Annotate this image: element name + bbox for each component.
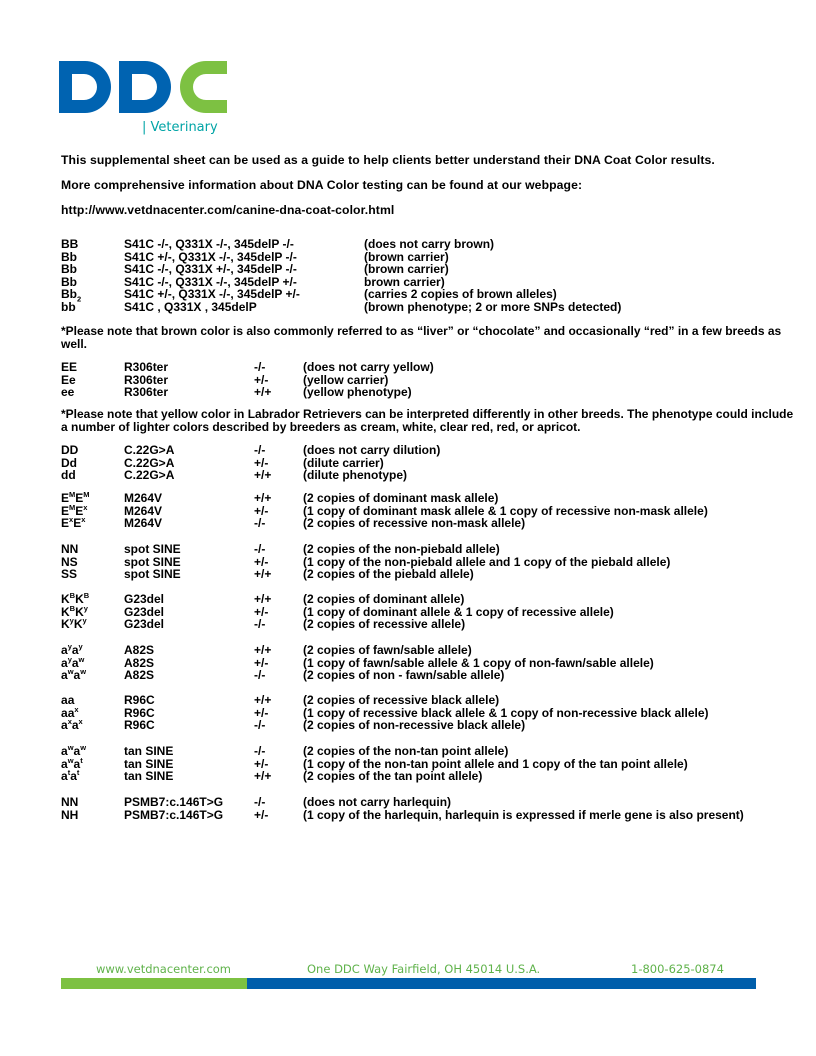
description: (carries 2 copies of brown alleles): [364, 287, 557, 302]
allele: E: [73, 516, 82, 531]
description: (2 copies of fawn/sable allele): [303, 643, 472, 657]
allele-superscript: w: [67, 667, 74, 677]
genotype: [61, 386, 124, 399]
allele: K: [75, 592, 84, 606]
description: (yellow phenotype): [303, 385, 412, 400]
genotype-text: Bb: [61, 249, 77, 264]
description: (1 copy of the non-tan point allele and 1 copy of the tan point allele): [303, 756, 688, 771]
tan-point-section: [61, 745, 801, 783]
result: +/-: [254, 807, 269, 822]
marker: S41C -/-, Q331X -/-, 345delP +/-: [124, 274, 297, 289]
genotype-text: Bb: [61, 287, 77, 302]
genotype: [61, 469, 124, 482]
table-row: [61, 469, 801, 482]
table-row: [61, 719, 801, 732]
mask-section: [61, 492, 801, 530]
description: (1 copy of the harlequin, harlequin is expressed if merle gene is also present): [303, 807, 744, 822]
table-row: [61, 263, 801, 276]
description: (1 copy of dominant allele & 1 copy of recessive allele): [303, 604, 614, 619]
allele: E: [75, 491, 84, 505]
description: (1 copy of the non-piebald allele and 1 copy of the piebald allele): [303, 554, 671, 569]
allele: a: [70, 769, 77, 784]
harlequin-section: [61, 796, 801, 821]
allele-superscript: B: [83, 591, 90, 600]
marker: S41C -/-, Q331X -/-, 345delP -/-: [124, 237, 294, 251]
genotype-text: Bb: [61, 274, 77, 289]
table-row: [61, 770, 801, 783]
result: -/-: [254, 744, 266, 758]
table-row: [61, 796, 801, 809]
marker: R96C: [124, 718, 155, 733]
genotype-text: NN: [61, 795, 79, 809]
table-row: [61, 568, 801, 581]
allele: K: [61, 592, 70, 606]
genotype-text: NN: [61, 542, 79, 556]
result: +/+: [254, 385, 272, 400]
allele-superscript: y: [78, 642, 83, 651]
allele-superscript: w: [80, 667, 87, 677]
marker: R306ter: [124, 385, 169, 400]
footer-address: One DDC Way Fairfield, OH 45014 U.S.A.: [307, 962, 541, 976]
allele-superscript: x: [83, 502, 88, 512]
footer-phone: 1-800-625-0874: [631, 962, 724, 976]
result: -/-: [254, 516, 266, 531]
description: (2 copies of recessive non-mask allele): [303, 516, 526, 531]
table-row: [61, 444, 801, 457]
marker: spot SINE: [124, 554, 181, 569]
allele: K: [61, 617, 70, 632]
genotype-subscript: 2: [77, 294, 82, 304]
result: +/-: [254, 503, 269, 518]
description: (brown carrier): [364, 262, 449, 277]
result: +/+: [254, 567, 272, 582]
table-row: [61, 745, 801, 758]
description: (1 copy of dominant mask allele & 1 copy of recessive non-mask allele): [303, 503, 708, 518]
marker: C.22G>A: [124, 468, 175, 483]
table-row: [61, 386, 801, 399]
allele-superscript: x: [67, 717, 72, 727]
description: (yellow carrier): [303, 372, 389, 387]
table-row: [61, 517, 801, 530]
marker: S41C -/-, Q331X +/-, 345delP -/-: [124, 262, 297, 277]
allele: K: [75, 604, 84, 619]
genotype: [61, 809, 124, 822]
result: +/-: [254, 372, 269, 387]
result: +/-: [254, 655, 269, 670]
result: +/-: [254, 705, 269, 720]
allele-superscript: w: [67, 743, 74, 752]
table-row: [61, 374, 801, 387]
result: +/+: [254, 468, 272, 483]
allele-superscript: t: [76, 768, 80, 778]
result: +/+: [254, 693, 272, 707]
result: +/-: [254, 756, 269, 771]
description: (does not carry harlequin): [303, 795, 452, 809]
result: +/+: [254, 491, 272, 505]
marker: tan SINE: [124, 756, 174, 771]
genotype-text: DD: [61, 443, 79, 457]
allele-superscript: x: [81, 515, 86, 525]
genotype-text: Bb: [61, 262, 77, 277]
allele-superscript: t: [67, 768, 71, 778]
marker: M264V: [124, 503, 163, 518]
allele: a: [61, 705, 68, 720]
description: (2 copies of non-recessive black allele): [303, 718, 526, 733]
allele-superscript: B: [69, 591, 76, 600]
footer-website[interactable]: www.vetdnacenter.com: [96, 962, 232, 976]
table-row: [61, 618, 801, 631]
result: +/-: [254, 604, 269, 619]
allele: E: [61, 516, 70, 531]
allele: a: [61, 643, 68, 657]
marker: R96C: [124, 693, 155, 707]
genotype-text: Dd: [61, 455, 77, 470]
allele: a: [61, 744, 68, 758]
genotype-text: Ee: [61, 372, 76, 387]
allele: a: [61, 693, 68, 707]
allele: a: [71, 718, 79, 733]
description: (2 copies of dominant mask allele): [303, 491, 499, 505]
marker: tan SINE: [124, 769, 174, 784]
table-row: [61, 543, 801, 556]
intro-line-1: This supplemental sheet can be used as a guide to help clients better understand their DNA Coat Color results.: [61, 153, 715, 167]
allele-superscript: B: [69, 603, 76, 613]
table-row: [61, 694, 801, 707]
table-row: [61, 361, 801, 374]
allele-superscript: y: [67, 654, 72, 664]
marker: G23del: [124, 617, 165, 632]
allele: a: [73, 744, 81, 758]
marker: A82S: [124, 655, 155, 670]
description: (1 copy of recessive black allele & 1 copy of non-recessive black allele): [303, 705, 709, 720]
description: (2 copies of the non-piebald allele): [303, 542, 500, 556]
marker: spot SINE: [124, 567, 181, 582]
result: -/-: [254, 668, 266, 683]
result: -/-: [254, 542, 266, 556]
result: -/-: [254, 795, 266, 809]
allele: K: [61, 604, 70, 619]
description: (does not carry dilution): [303, 443, 441, 457]
dilution-section: [61, 444, 801, 482]
result: +/+: [254, 769, 272, 784]
result: -/-: [254, 617, 266, 632]
recessive-black-section: [61, 694, 801, 732]
description: (1 copy of fawn/sable allele & 1 copy of non-fawn/sable allele): [303, 655, 654, 670]
marker: A82S: [124, 668, 155, 683]
yellow-note: *Please note that yellow color in Labrador Retrievers can be interpreted differently in other breeds. The phenotype could include a number of lighter colors described by breeders as cream, white, clear red, red, or apricot.: [61, 407, 794, 434]
marker: tan SINE: [124, 744, 174, 758]
genotype-text: bb: [61, 299, 76, 314]
genotype-text: NS: [61, 554, 78, 569]
genotype: [61, 301, 124, 314]
table-row: [61, 644, 801, 657]
allele-superscript: M: [83, 490, 90, 499]
logo-subtitle: | Veterinary: [142, 120, 218, 135]
allele-superscript: y: [83, 603, 88, 613]
marker: S41C +/-, Q331X -/-, 345delP -/-: [124, 249, 297, 264]
description: (2 copies of the piebald allele): [303, 567, 474, 582]
table-row: [61, 593, 801, 606]
table-row: [61, 809, 801, 822]
genotype-text: EE: [61, 360, 78, 374]
allele: a: [73, 756, 81, 771]
genotype: [61, 669, 124, 682]
genotype: [61, 719, 124, 732]
brown-section: [61, 238, 801, 314]
allele: a: [67, 693, 75, 707]
allele-superscript: w: [78, 654, 85, 664]
description: (brown carrier): [364, 249, 449, 264]
marker: PSMB7:c.146T>G: [124, 807, 224, 822]
table-row: [61, 238, 801, 251]
k-locus-section: [61, 593, 801, 631]
table-row: [61, 492, 801, 505]
description: (dilute phenotype): [303, 468, 407, 483]
marker: M264V: [124, 491, 163, 505]
description: (does not carry brown): [364, 237, 495, 251]
allele-superscript: x: [69, 515, 74, 525]
intro-line-2: More comprehensive information about DNA Color testing can be found at our webpage:: [61, 178, 583, 192]
footer-bar-blue: [247, 978, 756, 989]
description: (2 copies of recessive black allele): [303, 693, 500, 707]
marker: S41C , Q331X , 345delP: [124, 299, 257, 314]
description: (dilute carrier): [303, 455, 384, 470]
description: (2 copies of the tan point allele): [303, 769, 483, 784]
allele-superscript: w: [80, 743, 87, 752]
allele: K: [73, 617, 83, 632]
marker: R306ter: [124, 360, 169, 374]
fawn-sable-section: [61, 644, 801, 682]
description: brown carrier): [364, 274, 445, 289]
allele: a: [61, 655, 68, 670]
description: (brown phenotype; 2 or more SNPs detected): [364, 299, 622, 314]
result: -/-: [254, 443, 266, 457]
allele-superscript: M: [69, 490, 76, 499]
allele-superscript: x: [78, 717, 83, 727]
intro-url: http://www.vetdnacenter.com/canine-dna-coat-color.html: [61, 203, 395, 217]
allele: a: [61, 718, 68, 733]
description: (2 copies of dominant allele): [303, 592, 465, 606]
allele-superscript: t: [80, 755, 83, 765]
allele-superscript: x: [74, 704, 79, 714]
marker: A82S: [124, 643, 155, 657]
brown-note: *Please note that brown color is also commonly referred to as “liver” or “chocolate” and occasionally “red” in a few breeds as well.: [61, 324, 782, 351]
result: +/-: [254, 455, 269, 470]
result: -/-: [254, 718, 266, 733]
genotype-text: NH: [61, 807, 79, 822]
genotype: [61, 770, 124, 783]
marker: S41C +/-, Q331X -/-, 345delP +/-: [124, 287, 300, 302]
allele-superscript: w: [67, 755, 74, 765]
marker: G23del: [124, 592, 165, 606]
allele-superscript: M: [69, 502, 76, 512]
genotype-text: SS: [61, 567, 78, 582]
result: +/+: [254, 643, 272, 657]
table-row: [61, 669, 801, 682]
genotype: [61, 517, 124, 530]
table-row: [61, 301, 801, 314]
genotype: [61, 568, 124, 581]
marker: M264V: [124, 516, 163, 531]
allele-superscript: y: [67, 642, 72, 651]
allele: a: [61, 769, 68, 784]
marker: PSMB7:c.146T>G: [124, 795, 224, 809]
allele: E: [61, 503, 70, 518]
result: +/+: [254, 592, 272, 606]
footer-bar-green: [61, 978, 247, 989]
allele: a: [67, 705, 75, 720]
allele: a: [71, 655, 79, 670]
allele-superscript: y: [82, 616, 87, 626]
piebald-section: [61, 543, 801, 581]
genotype: [61, 618, 124, 631]
description: (does not carry yellow): [303, 360, 434, 374]
result: +/-: [254, 554, 269, 569]
allele: E: [75, 503, 84, 518]
allele-superscript: y: [69, 616, 74, 626]
allele: a: [61, 756, 68, 771]
allele: a: [61, 668, 68, 683]
marker: spot SINE: [124, 542, 181, 556]
marker: G23del: [124, 604, 165, 619]
description: (2 copies of the non-tan point allele): [303, 744, 509, 758]
yellow-section: [61, 361, 801, 399]
description: (2 copies of recessive allele): [303, 617, 466, 632]
genotype-text: ee: [61, 385, 75, 400]
marker: C.22G>A: [124, 443, 175, 457]
allele: E: [61, 491, 70, 505]
genotype-text: dd: [61, 468, 76, 483]
allele: a: [73, 668, 81, 683]
marker: R306ter: [124, 372, 169, 387]
allele: a: [71, 643, 79, 657]
genotype-text: BB: [61, 237, 79, 251]
result: -/-: [254, 360, 266, 374]
marker: C.22G>A: [124, 455, 175, 470]
description: (2 copies of non - fawn/sable allele): [303, 668, 505, 683]
marker: R96C: [124, 705, 155, 720]
